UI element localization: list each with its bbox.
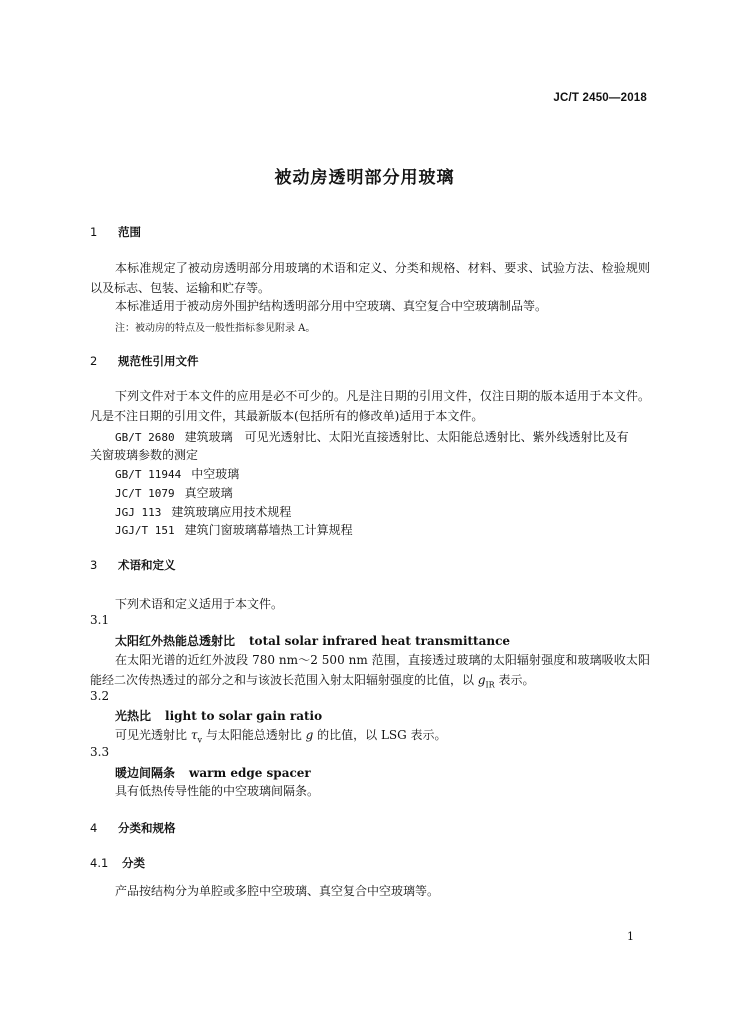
term-heading — [115, 764, 311, 781]
term-definition — [90, 650, 650, 695]
reference-item — [115, 428, 629, 445]
symbol: τ — [190, 728, 198, 742]
definition-text: 可见光透射比 — [115, 728, 191, 742]
section-title: 范围 — [118, 225, 141, 239]
section-3-heading — [90, 557, 176, 573]
term-number: 3.3 — [90, 745, 110, 759]
reference-title: 中空玻璃 — [191, 467, 240, 481]
reference-code: JGJ/T 151 — [115, 524, 175, 537]
reference-code: GB/T 11944 — [115, 468, 182, 481]
paragraph: 下列文件对于本文件的应用是必不可少的。凡是注日期的引用文件，仅注日期的版本适用于本文件。凡是不注日期的引用文件，其最新版本(包括所有的修改单)适用于本文件。 — [90, 389, 650, 423]
reference-title: 建筑玻璃应用技术规程 — [171, 505, 292, 519]
term-en: light to solar gain ratio — [165, 709, 323, 723]
paragraph: 本标准适用于被动房外围护结构透明部分用中空玻璃、真空复合中空玻璃制品等。 — [115, 299, 548, 313]
section-title: 分类和规格 — [118, 821, 176, 835]
section-number: 1 — [90, 225, 98, 239]
section-1-heading — [90, 224, 141, 240]
symbol-subscript: IR — [485, 680, 495, 690]
term-zh: 暖边间隔条 — [115, 766, 176, 780]
subsection-number: 4.1 — [90, 856, 109, 870]
definition-text: 表示。 — [494, 673, 535, 687]
term-number: 3.1 — [90, 613, 110, 627]
note: 注：被动房的特点及一般性指标参见附录 A。 — [115, 323, 316, 334]
term-heading — [115, 707, 322, 724]
paragraph: 下列术语和定义适用于本文件。 — [115, 597, 284, 611]
section-2-heading — [90, 353, 199, 369]
reference-item — [115, 503, 291, 520]
symbol-subscript: v — [197, 735, 202, 745]
section-number: 2 — [90, 354, 98, 368]
term-zh: 太阳红外热能总透射比 — [115, 634, 236, 648]
reference-item — [115, 521, 353, 538]
reference-code: JGJ 113 — [115, 506, 162, 519]
section-4-heading — [90, 820, 176, 836]
reference-title: 建筑门窗玻璃幕墙热工计算规程 — [184, 523, 353, 537]
term-number: 3.2 — [90, 689, 110, 703]
reference-title: 建筑玻璃 可见光透射比、太阳光直接透射比、太阳能总透射比、紫外线透射比及有 — [184, 430, 629, 444]
reference-item — [115, 465, 239, 482]
subsection-title: 分类 — [122, 856, 145, 870]
definition-text: 与太阳能总透射比 — [202, 728, 306, 742]
symbol: g — [305, 728, 314, 742]
section-number: 3 — [90, 558, 98, 572]
term-en: total solar infrared heat transmittance — [249, 634, 511, 648]
section-title: 规范性引用文件 — [118, 354, 199, 368]
reference-code: JC/T 1079 — [115, 487, 175, 500]
term-en: warm edge spacer — [189, 766, 311, 780]
section-number: 4 — [90, 821, 98, 835]
term-zh: 光热比 — [115, 709, 152, 723]
definition-text: 在太阳光谱的近红外波段 780 nm～2 500 nm 范围，直接透过玻璃的太阳辐射强度和玻璃吸收太阳能经二次传热透过的部分之和与该波长范围入射太阳辐射强度的比值，以 — [90, 653, 650, 687]
reference-title: 真空玻璃 — [184, 486, 233, 500]
paragraph: 产品按结构分为单腔或多腔中空玻璃、真空复合中空玻璃等。 — [115, 884, 440, 898]
reference-item — [115, 484, 233, 501]
term-definition: 具有低热传导性能的中空玻璃间隔条。 — [115, 784, 320, 798]
section-title: 术语和定义 — [118, 558, 176, 572]
paragraph: 本标准规定了被动房透明部分用玻璃的术语和定义、分类和规格、材料、要求、试验方法、检验规则以及标志、包装、运输和贮存等。 — [90, 261, 650, 295]
reference-code: GB/T 2680 — [115, 431, 175, 444]
reference-item-continued: 关窗玻璃参数的测定 — [90, 448, 199, 462]
page-number: 1 — [627, 930, 634, 943]
term-heading — [115, 632, 510, 649]
subsection-heading — [90, 855, 145, 871]
definition-text: 的比值，以 LSG 表示。 — [313, 728, 447, 742]
term-definition — [115, 726, 447, 744]
document-title: 被动房透明部分用玻璃 — [274, 168, 455, 188]
document-code: JC/T 2450—2018 — [553, 92, 647, 104]
symbol: g — [477, 673, 486, 687]
